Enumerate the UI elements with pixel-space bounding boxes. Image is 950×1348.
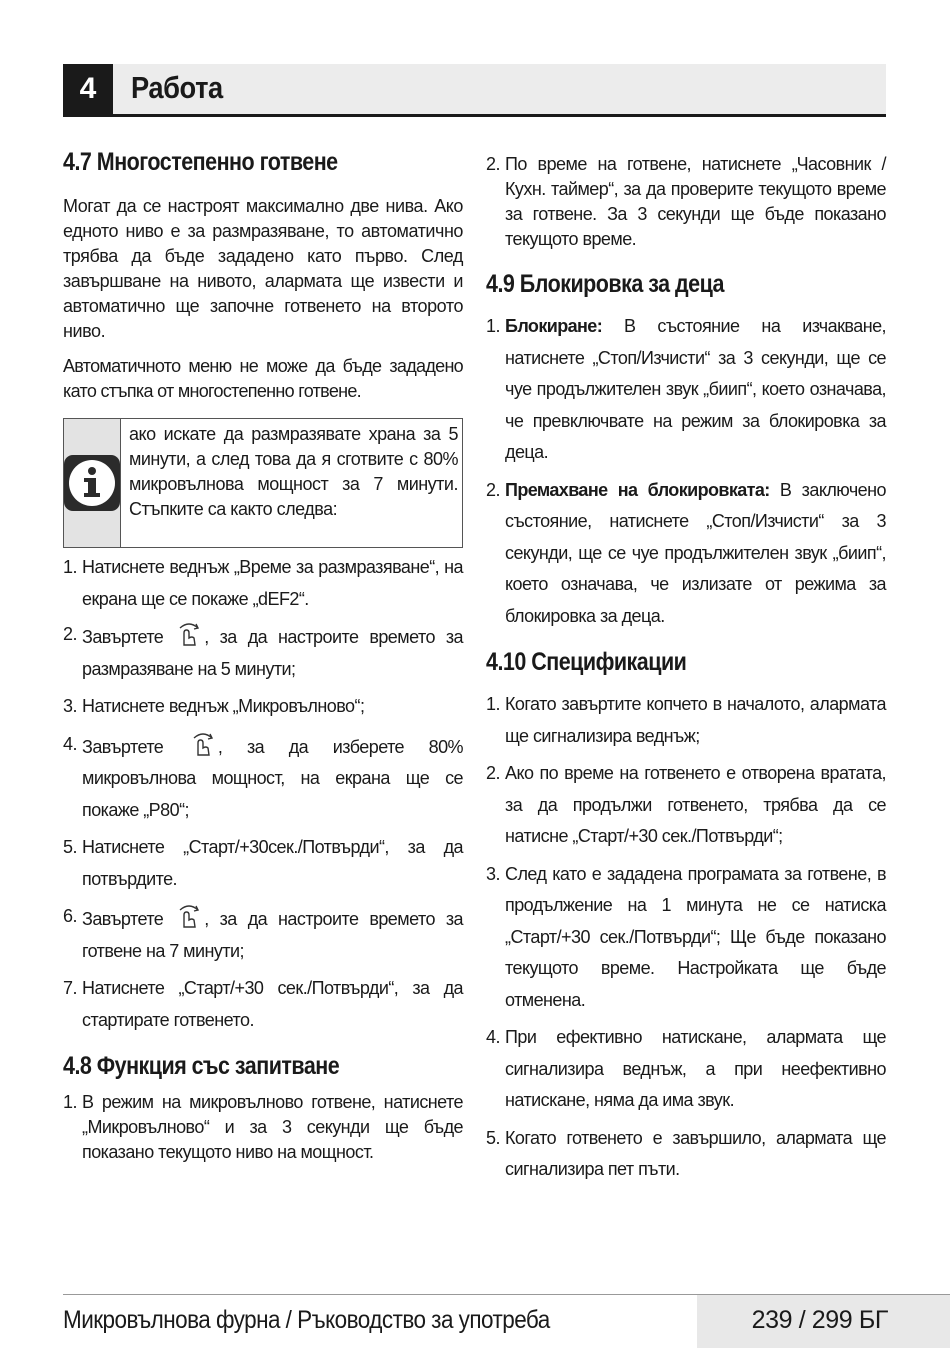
knob-turn-icon — [176, 901, 202, 929]
steps-list-4-9 — [486, 311, 886, 632]
list-item: 3. След като е зададена програмата за готвене, в продължение на 1 минута не се натиска „Старт/+30 сек./Потвърди“; Ще бъде показано текущото време. Настройката ще бъде отменена. — [486, 863, 886, 1010]
list-item: 1. В режим на микровълново готвене, натиснете „Микровълново“ и за 3 секунди ще бъде показано текущото ниво на мощност. — [63, 1092, 463, 1162]
knob-turn-icon — [176, 619, 202, 647]
list-item: 4. При ефективно натискане, алармата ще сигнализира веднъж, а при неефективно натискане, няма да има звук. — [486, 1027, 886, 1110]
info-note-text: ако искате да размразявате храна за 5 минути, а след това да я сготвите с 80% микровълнова мощност за 7 минути. Стъпките са както следва: — [129, 424, 458, 519]
steps-list-4-8 — [63, 1090, 463, 1165]
list-item: 1. Блокиране: В състояние на изчакване, натиснете „Стоп/Изчисти“ за 3 секунди, ще се чуе продължителен звук „биип“, което означава, че превключвате на режим за блокировка за деца. — [486, 316, 886, 462]
info-icon — [64, 455, 120, 511]
section-4-7-paragraph-1: Могат да се настроят максимално две нива. Ако едното ниво е за размразяване, то автоматично трябва да бъде зададено като първо. След завършване на нивото, алармата ще извести и автоматично ще започне готвенето на второто ниво. — [63, 196, 463, 341]
list-item: 5. Когато готвенето е завършило, алармата ще сигнализира пет пъти. — [486, 1127, 886, 1179]
section-title-4-9: 4.9 Блокировка за деца — [486, 270, 725, 298]
list-item: 6. Завъртете , за да настроите времето за готвене на 7 минути; — [63, 901, 463, 967]
list-item: 2. Премахване на блокировката: В заключено състояние, натиснете „Стоп/Изчисти“ за 3 секунди, ще се чуе продължителен звук „биип“, което означава, че излизате от режима за блокировка за деца. — [486, 479, 886, 626]
footer-document-title: Микровълнова фурна / Ръководство за употреба — [63, 1306, 550, 1334]
right-column — [486, 152, 886, 1186]
chapter-header — [63, 64, 886, 117]
page-number: 239 / 299 БГ — [751, 1306, 888, 1334]
list-item: 4. Завъртете , за да изберете 80% микровълнова мощност, на екрана ще се покаже „P80“; — [63, 729, 463, 827]
left-column — [63, 148, 463, 1165]
list-item: 2. По време на готвене, натиснете „Часовник /Кухн. таймер“, за да проверите текущото време за готвене. За 3 секунди ще бъде показано текущото време. — [486, 154, 886, 249]
list-item: 2. Завъртете , за да настроите времето за размразяване на 5 минути; — [63, 619, 463, 685]
knob-turn-icon — [190, 729, 216, 757]
section-4-7-paragraph-2: Автоматичното меню не може да бъде зададено като стъпка от многостепенно готвене. — [63, 356, 463, 401]
info-icon-cell — [64, 419, 121, 547]
list-item: 1. Натиснете веднъж „Време за размразяване“, на екрана ще се покаже „dEF2“. — [63, 557, 463, 609]
list-item: 5. Натиснете „Старт/+30сек./Потвърди“, за да потвърдите. — [63, 837, 463, 889]
list-item: 3. Натиснете веднъж „Микровълново“; — [63, 696, 365, 716]
section-title-4-8: 4.8 Функция със запитване — [63, 1052, 340, 1080]
section-title-4-7: 4.7 Многостепенно готвене — [63, 148, 338, 176]
info-note-box — [63, 418, 463, 548]
steps-list-4-10 — [486, 689, 886, 1186]
footer-page-box — [697, 1295, 950, 1348]
list-item: 2. Ако по време на готвенето е отворена вратата, за да продължи готвенето, трябва да се натисне „Старт/+30 сек./Потвърди“; — [486, 763, 886, 846]
chapter-number: 4 — [63, 64, 113, 114]
steps-list-4-8-continued — [486, 152, 886, 252]
list-item: 1. Когато завъртите копчето в началото, алармата ще сигнализира веднъж; — [486, 694, 886, 746]
steps-list-4-7 — [63, 552, 463, 1036]
chapter-title: Работа — [131, 70, 223, 105]
list-item: 7. Натиснете „Старт/+30 сек./Потвърди“, за да стартирате готвенето. — [63, 978, 463, 1030]
section-title-4-10: 4.10 Спецификации — [486, 648, 687, 676]
